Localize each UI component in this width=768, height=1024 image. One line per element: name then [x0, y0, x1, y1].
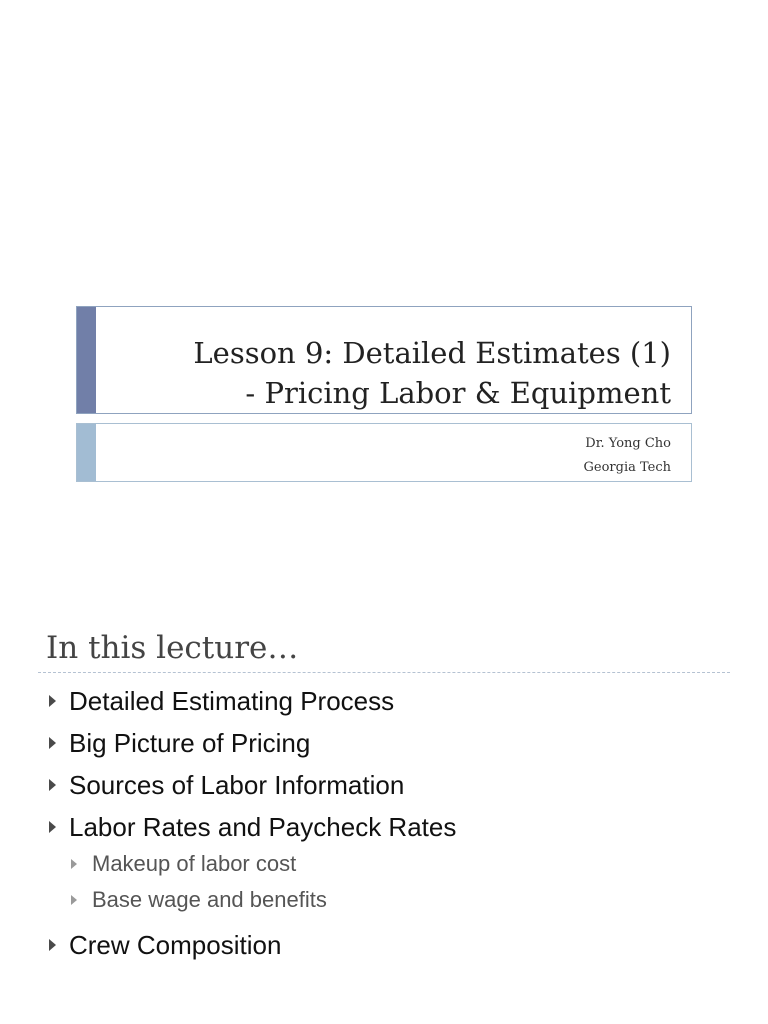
subtitle-accent-bar — [77, 424, 96, 481]
list-item — [46, 806, 736, 848]
sub-list-item — [69, 882, 736, 918]
triangle-right-icon — [71, 895, 77, 905]
title-box — [76, 306, 692, 414]
author-name: Dr. Yong Cho — [585, 436, 671, 451]
triangle-right-icon — [49, 939, 56, 951]
sub-list-item-label: Makeup of labor cost — [92, 851, 297, 876]
subtitle-box — [76, 423, 692, 482]
list-item-label: Detailed Estimating Process — [69, 686, 395, 716]
list-item-label: Labor Rates and Paycheck Rates — [69, 812, 457, 842]
sub-list — [46, 846, 736, 918]
agenda-heading: In this lecture… — [46, 630, 299, 666]
heading-divider — [38, 672, 730, 673]
agenda-slide — [0, 576, 768, 1024]
triangle-right-icon — [49, 779, 56, 791]
sub-list-item — [69, 846, 736, 882]
slide-title — [193, 333, 671, 413]
list-item — [46, 924, 736, 966]
triangle-right-icon — [71, 859, 77, 869]
triangle-right-icon — [49, 821, 56, 833]
title-accent-bar — [77, 307, 96, 413]
triangle-right-icon — [49, 737, 56, 749]
list-item — [46, 722, 736, 764]
slide-subtitle — [584, 432, 672, 480]
agenda-list — [46, 680, 736, 966]
triangle-right-icon — [49, 695, 56, 707]
title-line-2: - Pricing Labor & Equipment — [245, 376, 671, 410]
list-item-label: Sources of Labor Information — [69, 770, 405, 800]
institution-name: Georgia Tech — [583, 460, 671, 475]
list-item — [46, 680, 736, 722]
sub-list-item-label: Base wage and benefits — [92, 887, 327, 912]
list-item-label: Big Picture of Pricing — [69, 728, 311, 758]
list-item — [46, 764, 736, 806]
list-item-label: Crew Composition — [69, 930, 282, 960]
title-line-1: Lesson 9: Detailed Estimates (1) — [193, 336, 671, 370]
